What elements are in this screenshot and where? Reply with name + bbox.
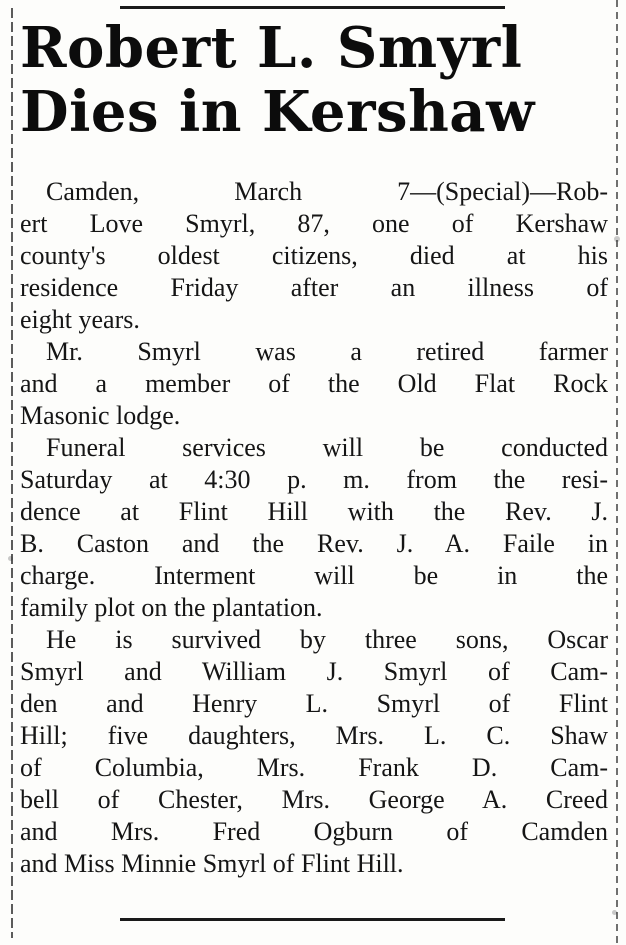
article-line: charge. Interment will be in the [20,561,608,590]
right-column-border [616,0,618,945]
headline [20,16,610,144]
article-line: den and Henry L. Smyrl of Flint [20,689,608,718]
article-line: Masonic lodge. [20,401,181,430]
article-line: bell of Chester, Mrs. George A. Creed [20,785,608,814]
article-line: of Columbia, Mrs. Frank D. Cam- [20,753,608,782]
top-rule [120,6,505,9]
headline-line-2: Dies in Kershaw [20,79,535,145]
article-body [20,176,608,880]
article-line: ert Love Smyrl, 87, one of Kershaw [20,209,608,238]
headline-line-1: Robert L. Smyrl [20,15,523,81]
article-line: Smyrl and William J. Smyrl of Cam- [20,657,608,686]
bottom-rule [120,918,505,921]
article-line: Camden, March 7—(Special)—Rob- [46,177,608,206]
article-line: He is survived by three sons, Oscar [46,625,608,654]
left-column-border [11,8,13,938]
article-line: dence at Flint Hill with the Rev. J. [20,497,608,526]
article-line: and Miss Minnie Smyrl of Flint Hill. [20,849,404,878]
article-line: and a member of the Old Flat Rock [20,369,608,398]
article-line: family plot on the plantation. [20,593,323,622]
article-line: county's oldest citizens, died at his [20,241,608,270]
paragraph-occupation [20,336,608,432]
article-line: and Mrs. Fred Ogburn of Camden [20,817,608,846]
ink-smudge [614,236,620,242]
ink-smudge [612,910,617,915]
article-line: Saturday at 4:30 p. m. from the resi- [20,465,608,494]
paragraph-dateline [20,176,608,336]
article-line: Funeral services will be conducted [46,433,608,462]
ink-smudge [8,556,13,561]
paragraph-survivors [20,624,608,880]
article-line: B. Caston and the Rev. J. A. Faile in [20,529,608,558]
article-line: residence Friday after an illness of [20,273,608,302]
article-line: Hill; five daughters, Mrs. L. C. Shaw [20,721,608,750]
paragraph-funeral [20,432,608,624]
article-line: Mr. Smyrl was a retired farmer [46,337,608,366]
article-line: eight years. [20,305,140,334]
